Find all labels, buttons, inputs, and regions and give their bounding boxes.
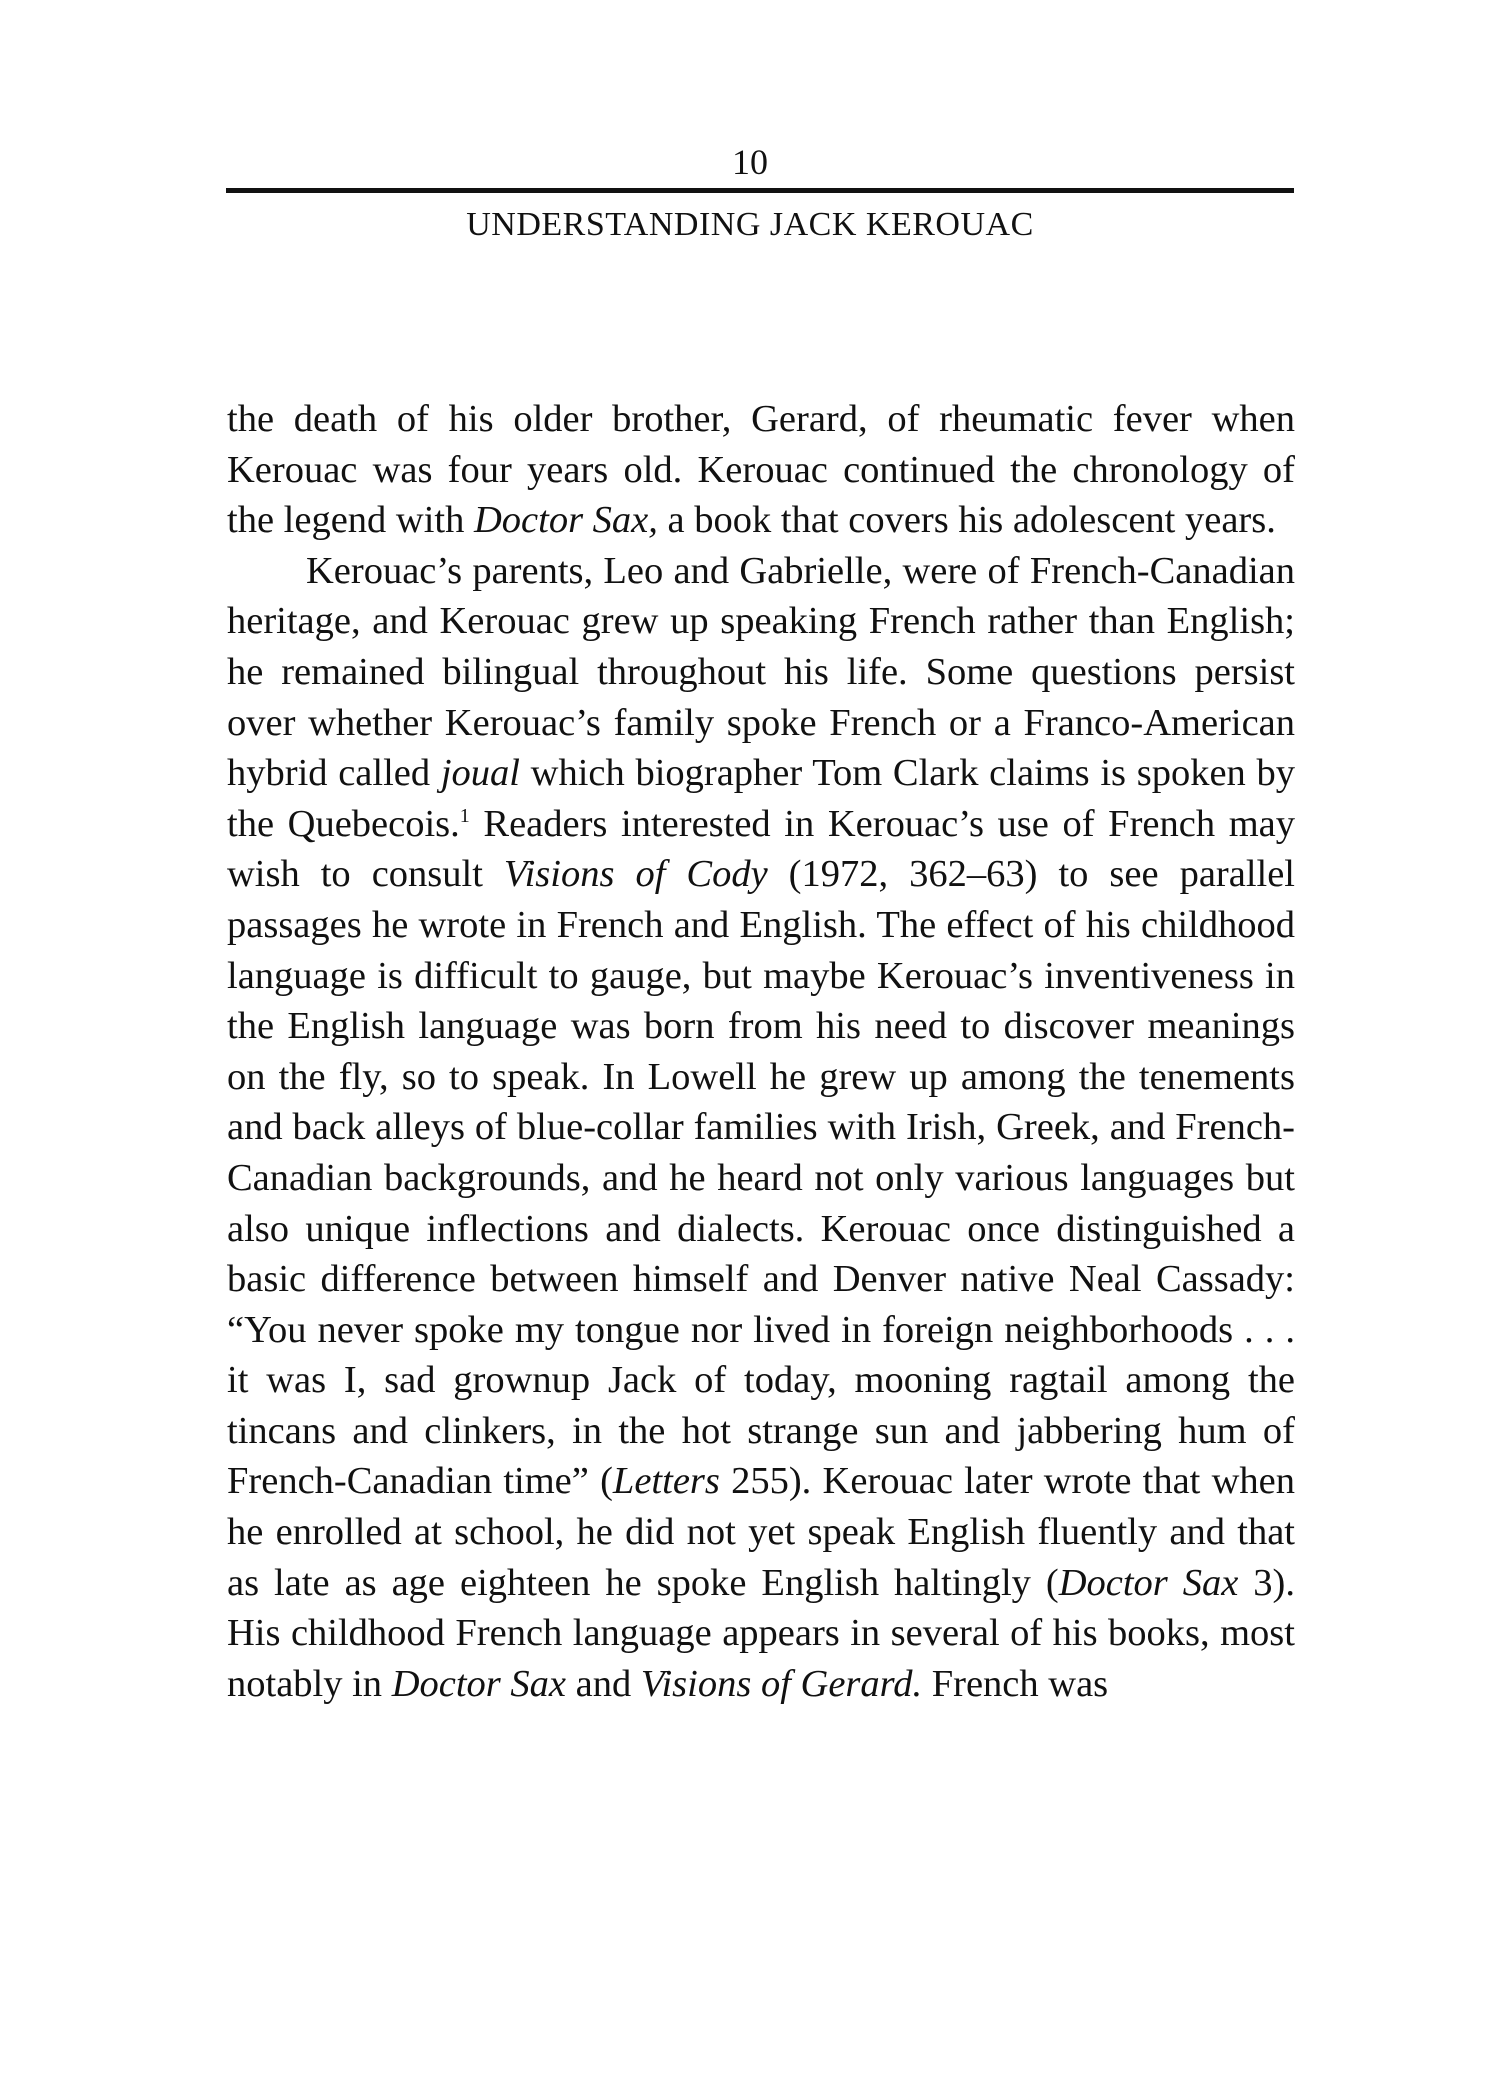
book-title-doctor-sax: Doctor Sax [1058,1561,1239,1604]
text-segment: and [565,1662,641,1705]
footnote-marker: 1 [459,804,470,827]
text-segment: Kerouac’s parents, Leo and Gabrielle, were of French-Canadian heritage, and Kerouac grew up speaking French rather than English; he remained bilingual throughout his life. Some questions persist over whether Kerouac’s family spoke French or a Franco-American hybrid called [227,549,1295,795]
text-segment: French was [922,1662,1109,1705]
paragraph-parents [227,546,1295,1710]
text-segment: 255). Kerouac later wrote that when he enrolled at school, he did not yet speak English fluently and that as late as age eighteen he spoke English haltingly ( [227,1460,1295,1604]
text-segment: Readers interested in Kerouac’s use of French may wish to consult [227,802,1295,896]
book-title-letters: Letters [612,1460,720,1503]
page-number: 10 [732,142,768,182]
book-title-visions-of-gerard: Visions of Gerard. [640,1662,923,1705]
text-segment: the death of his older brother, Gerard, of rheumatic fever when Kerouac was four years old. Kerouac continued the chronology of the legend with [227,398,1295,542]
book-title-doctor-sax: Doctor Sax [391,1662,566,1705]
text-segment: which biographer Tom Clark claims is spoken by the Quebecois. [227,752,1295,845]
text-segment: a book that covers his adolescent years. [657,499,1276,542]
running-head: UNDERSTANDING JACK KEROUAC [466,206,1034,243]
header-rule [226,188,1294,193]
book-title-doctor-sax: Doctor Sax, [473,499,658,542]
body-text [227,394,1295,1709]
term-joual: joual [440,752,520,795]
text-segment: 3). His childhood French language appears in several of his books, most notably in [227,1561,1295,1705]
book-title-visions-of-cody: Visions of Cody [503,853,768,896]
paragraph-continued [227,394,1295,546]
text-segment: (1972, 362–63) to see parallel passages he wrote in French and English. The effect of his childhood language is difficult to gauge, but maybe Kerouac’s inventiveness in the English language was born from his need to discover meanings on the fly, so to speak. In Lowell he grew up among the tenements and back alleys of blue-collar families with Irish, Greek, and French-Canadian backgrounds, and he heard not only various languages but also unique inflections and dialects. Kerouac once distinguished a basic difference between himself and Denver native Neal Cassady: “You never spoke my tongue nor lived in foreign neighborhoods . . . it was I, sad grownup Jack of today, mooning ragtail among the tincans and clinkers, in the hot strange sun and jabbering hum of French-Canadian time” ( [227,853,1296,1503]
